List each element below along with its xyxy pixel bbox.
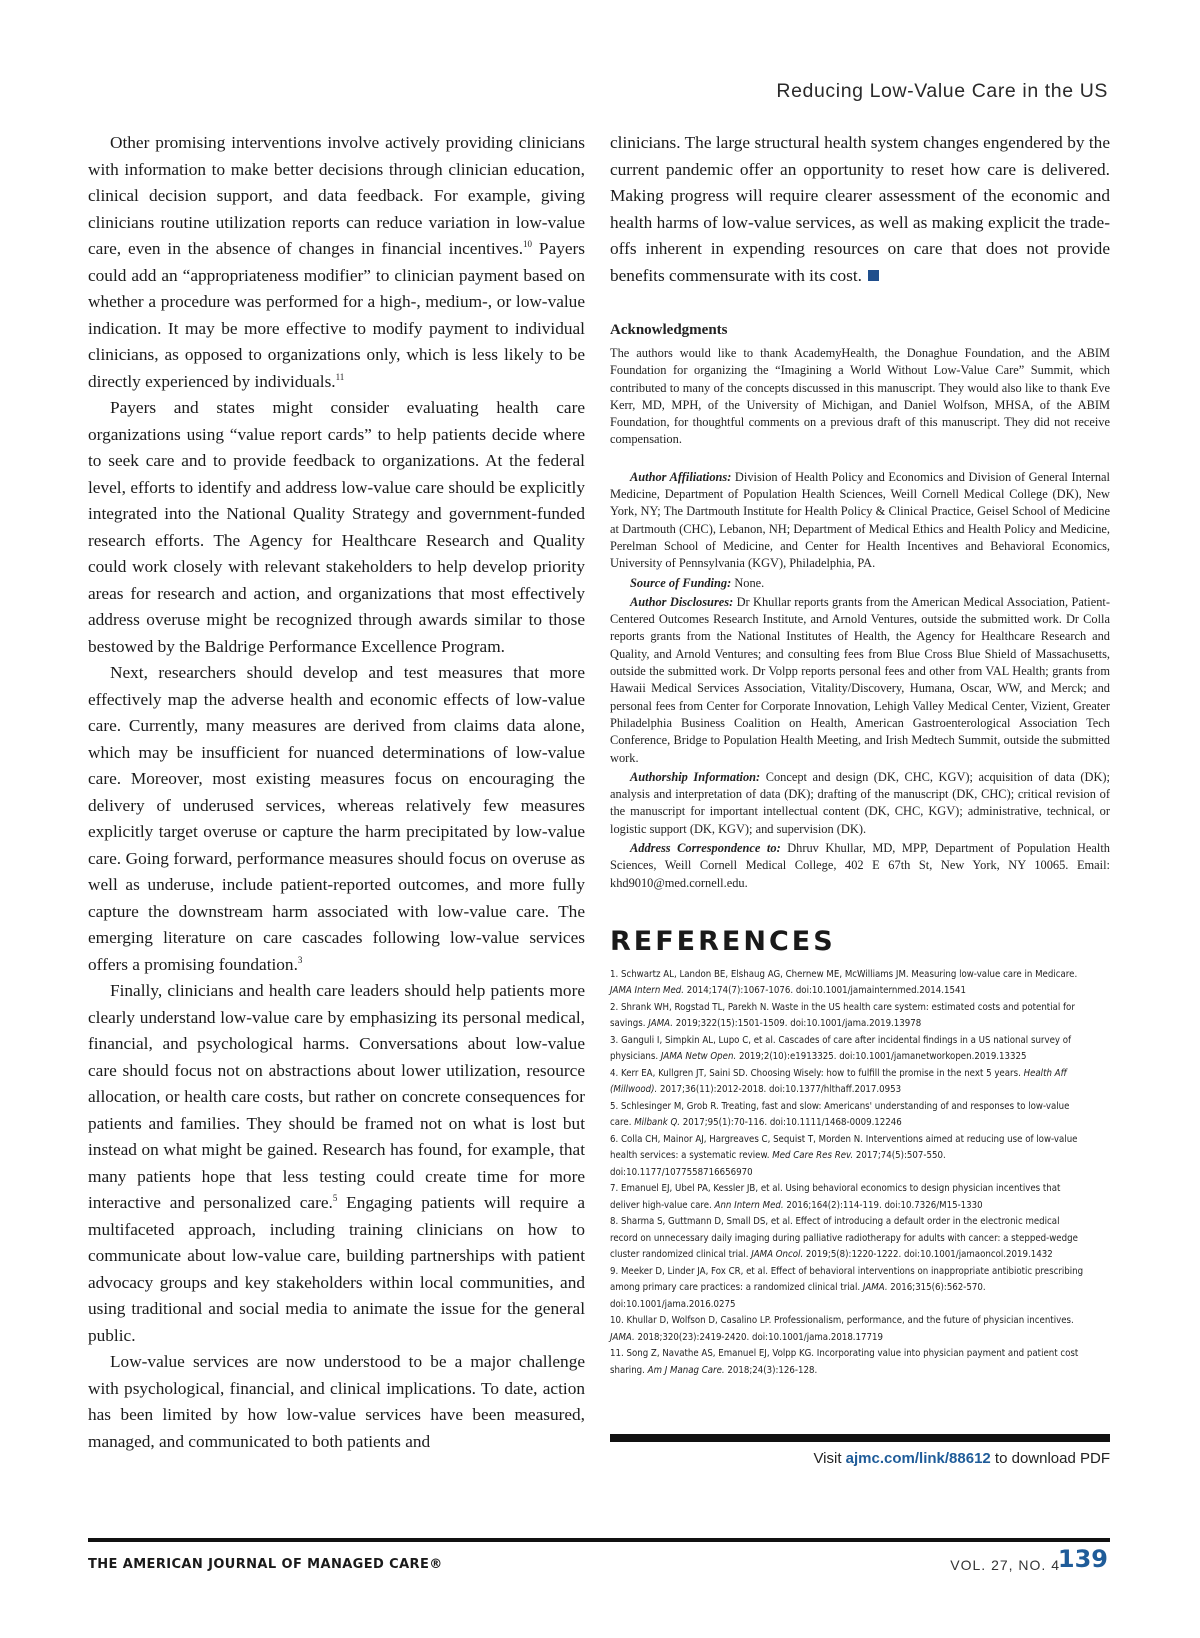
- reference-item: 4. Kerr EA, Kullgren JT, Saini SD. Choosing Wisely: how to fulfill the promise in the next 5 years. Health Aff (Millwood). 2017;36(11):2012-2018. doi:10.1377/hlthaff.2017.0953: [610, 1067, 1067, 1096]
- reference-item: 11. Song Z, Navathe AS, Emanuel EJ, Volpp KG. Incorporating value into physician payment and patient cost sharing. Am J Manag Care. 2018;24(3):126-128.: [610, 1348, 1079, 1376]
- reference-item: 3. Ganguli I, Simpkin AL, Lupo C, et al. Cascades of care after incidental findings in a US national survey of physicians. JAMA Netw Open. 2019;2(10):e1913325. doi:10.1001/jamanetworkopen.2019.13325: [610, 1034, 1072, 1063]
- citation-superscript: 11: [335, 371, 345, 382]
- reference-item: 8. Sharma S, Guttmann D, Small DS, et al. Effect of introducing a default order in the electronic medical record on unnecessary daily imaging during palliative radiotherapy for adults with cancer: a stepped-wedge cluster randomized clinical trial. JAMA Oncol. 2019;5(8):1220-1222. doi:10.1001/jamaoncol.2019.1432: [610, 1216, 1078, 1261]
- references-end-rule: [610, 1434, 1110, 1442]
- references-list: [610, 967, 1087, 1380]
- page-number: 139: [1057, 1545, 1108, 1573]
- reference-item: 6. Colla CH, Mainor AJ, Hargreaves C, Sequist T, Morden N. Interventions aimed at reducing use of low-value health services: a systematic review. Med Care Res Rev. 2017;74(5):507-550. doi:10.1177/1077558716656970: [610, 1133, 1078, 1178]
- end-of-article-mark: [868, 270, 879, 281]
- body-paragraph: Other promising interventions involve actively providing clinicians with information to make better decisions through clinician education, clinical decision support, and data feedback. For example, giving clinicians routine utilization reports can reduce variation in low-value care, even in the absence of changes in financial incentives.$^{10}$ Payers could add an “appropriateness modifier” to clinician payment based on whether a procedure was performed for a high-, medium-, or low-value indication. It may be more effective to modify payment to individual clinicians, as opposed to organizations only, which is less likely to be directly experienced by individuals.$^{11}$: [88, 133, 585, 391]
- authorship-information: Authorship Information: Concept and design (DK, CHC, KGV); acquisition of data (DK); analysis and interpretation of data (DK); drafting of the manuscript (DK, CHC); critical revision of the manuscript for important intellectual content (DK, CHC, KGV); administrative, technical, or logistic support (DK, KGV); and supervision (DK).: [610, 769, 1110, 836]
- body-paragraph: Low-value services are now understood to be a major challenge with psychological, financial, and clinical implications. To date, action has been limited by how low-value services have been measured, managed, and communicated to both patients and: [88, 1352, 585, 1451]
- download-pdf-note: Visit ajmc.com/link/88612 to download PDF: [813, 1450, 1110, 1467]
- citation-superscript: 3: [297, 954, 303, 965]
- reference-item: 2. Shrank WH, Rogstad TL, Parekh N. Waste in the US health care system: estimated costs and potential for savings. JAMA. 2019;322(15):1501-1509. doi:10.1001/jama.2019.13978: [610, 1001, 1075, 1030]
- pdf-download-link[interactable]: ajmc.com/link/88612: [845, 1450, 991, 1467]
- references-heading: REFERENCES: [610, 925, 836, 957]
- body-paragraph: Payers and states might consider evaluating health care organizations using “value report cards” to help patients decide where to seek care and to provide feedback to organizations. At the federal level, efforts to identify and address low-value care should be explicitly integrated into the National Quality Strategy and government-funded research efforts. The Agency for Healthcare Research and Quality could work closely with relevant stakeholders to help develop priority areas for research and action, and organizations that most effectively address overuse might be recognized through awards similar to those bestowed by the Baldrige Performance Excellence Program.: [88, 398, 585, 656]
- reference-item: 5. Schlesinger M, Grob R. Treating, fast and slow: Americans' understanding of and responses to low-value care. Milbank Q. 2017;95(1):70-116. doi:10.1111/1468-0009.12246: [610, 1100, 1070, 1129]
- author-affiliations: Author Affiliations: Division of Health Policy and Economics and Division of General Internal Medicine, Department of Population Health Sciences, Weill Cornell Medical College (DK), New York, NY; The Dartmouth Institute for Health Policy & Clinical Practice, Geisel School of Medicine at Dartmouth (CHC), Lebanon, NH; Department of Medical Ethics and Health Policy and Medicine, Perelman School of Medicine, and Center for Health Incentives and Behavioral Economics, University of Pennsylvania (KGV), Philadelphia, PA.: [610, 469, 1110, 571]
- running-head: Reducing Low-Value Care in the US: [776, 80, 1108, 102]
- reference-item: 7. Emanuel EJ, Ubel PA, Kessler JB, et al. Using behavioral economics to design physician incentives that deliver high-value care. Ann Intern Med. 2016;164(2):114-119. doi:10.7326/M15-1330: [610, 1183, 1061, 1211]
- acknowledgments-text: The authors would like to thank AcademyHealth, the Donaghue Foundation, and the ABIM Foundation for organizing the “Imagining a World Without Low-Value Care” Summit, which contributed to many of the concepts discussed in this manuscript. They would also like to thank Eve Kerr, MD, MPH, of the University of Michigan, and Daniel Wolfson, MHSA, of the ABIM Foundation, for thoughtful comments on a previous draft of this manuscript. They did not receive compensation.: [610, 346, 1110, 447]
- footer-volume: VOL. 27, NO. 4: [950, 1557, 1060, 1573]
- author-information: [610, 469, 1110, 892]
- reference-item: 1. Schwartz AL, Landon BE, Elshaug AG, Chernew ME, McWilliams JM. Measuring low-value care in Medicare. JAMA Intern Med. 2014;174(7):1067-1076. doi:10.1001/jamainternmed.2014.1541: [610, 968, 1078, 997]
- acknowledgments-heading: Acknowledgments: [610, 322, 728, 338]
- footer-journal-name: THE AMERICAN JOURNAL OF MANAGED CARE®: [88, 1557, 443, 1572]
- citation-superscript: 10: [523, 239, 533, 249]
- body-paragraph-continued: clinicians. The large structural health system changes engendered by the current pandemic offer an opportunity to reset how care is delivered. Making progress will require clearer assessment of the economic and health harms of low-value services, as well as making explicit the trade-offs inherent in expending resources on care that does not provide benefits commensurate with its cost.: [610, 133, 1110, 285]
- citation-superscript: 5: [332, 1193, 338, 1203]
- footer-rule: [88, 1538, 1110, 1542]
- left-column: [88, 130, 585, 1455]
- author-disclosures: Author Disclosures: Dr Khullar reports grants from the American Medical Association, Patient-Centered Outcomes Research Institute, and Arnold Ventures, outside the submitted work. Dr Colla reports grants from the National Institutes of Health, the Agency for Healthcare Research and Quality, and Arnold Ventures; and consulting fees from Blue Cross Blue Shield of Massachusetts, outside the submitted work. Dr Volpp reports personal fees and other from VAL Health; grants from Hawaii Medical Services Association, Vitality/Discovery, Humana, Oscar, WW, and Merck; and personal fees from Center for Corporate Innovation, Lehigh Valley Medical Center, Vizient, Greater Philadelphia Business Coalition on Health, American Gastroenterological Association Tech Conference, Bridge to Population Health Meeting, and Irish Medtech Summit, outside the submitted work.: [610, 594, 1111, 765]
- body-paragraph: Next, researchers should develop and test measures that more effectively map the adverse health and economic effects of low-value care. Currently, many measures are derived from claims data alone, which may be insufficient for nuanced determinations of low-value care. Moreover, most existing measures focus on encouraging the delivery of underused services, whereas relatively few measures explicitly target overuse or capture the harm precipitated by low-value care. Going forward, performance measures should focus on overuse as well as underuse, include patient-reported outcomes, and more fully capture the downstream harm associated with low-value care. The emerging literature on care cascades following low-value services offers a promising foundation.$^3$: [88, 663, 585, 974]
- source-of-funding: Source of Funding: None.: [630, 575, 765, 590]
- right-column: [610, 130, 1110, 1379]
- reference-item: 9. Meeker D, Linder JA, Fox CR, et al. Effect of behavioral interventions on inappropriate antibiotic prescribing among primary care practices: a randomized clinical trial. JAMA. 2016;315(6):562-570. doi:10.1001/jama.2016.0275: [610, 1265, 1084, 1310]
- body-paragraph: Finally, clinicians and health care leaders should help patients more clearly understand low-value care by emphasizing its personal medical, financial, and psychological harms. Conversations about low-value care should focus not on abstractions about lower utilization, resource allocation, or health care costs, but rather on concrete consequences for patients and families. They should be framed not on what is lost but instead on what might be gained. Research has found, for example, that many patients hope that less testing could create time for more interactive and personalized care.$^5$ Engaging patients will require a multifaceted approach, including training clinicians on how to communicate about low-value care, building partnerships with patient advocacy groups and key stakeholders within local communities, and using traditional and social media to animate the issue for the general public.: [88, 981, 585, 1345]
- reference-item: 10. Khullar D, Wolfson D, Casalino LP. Professionalism, performance, and the future of physician incentives. JAMA. 2018;320(23):2419-2420. doi:10.1001/jama.2018.17719: [610, 1315, 1074, 1343]
- address-correspondence: Address Correspondence to: Dhruv Khullar, MD, MPP, Department of Population Health Sciences, Weill Cornell Medical College, 402 E 67th St, New York, NY 10065. Email: khd9010@med.cornell.edu.: [610, 841, 1110, 890]
